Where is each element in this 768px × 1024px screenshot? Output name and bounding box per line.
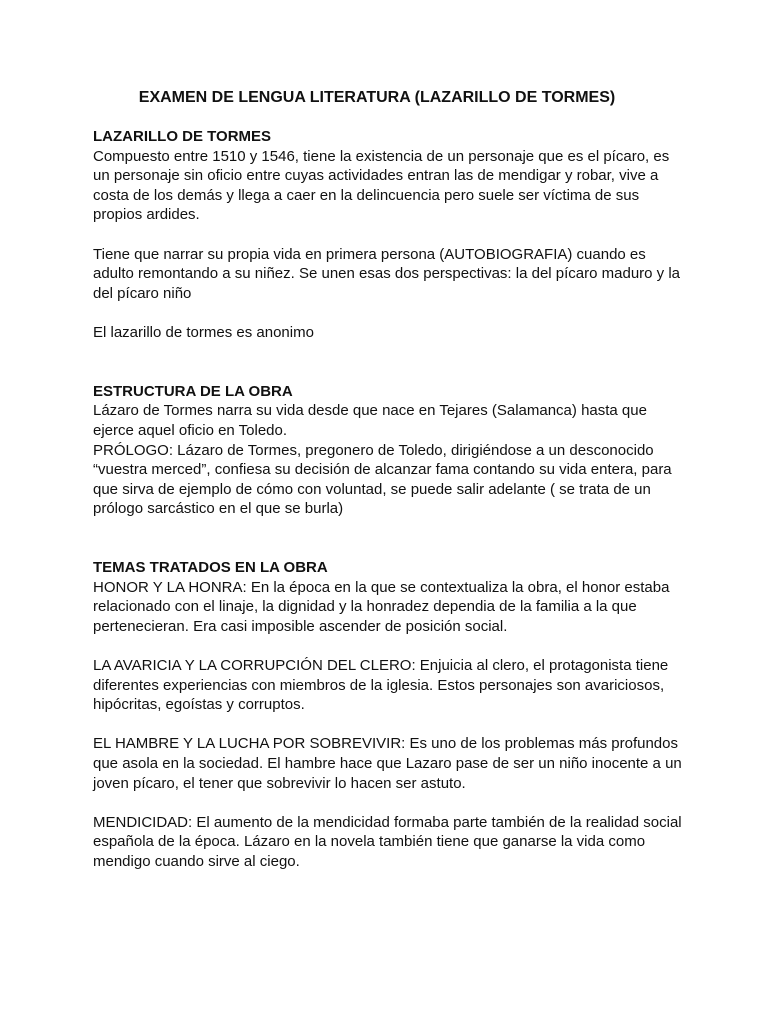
section-heading-lazarillo: LAZARILLO DE TORMES [93,128,272,145]
paragraph-anonymous: El lazarillo de tormes es anonimo [93,323,314,341]
page-title: EXAMEN DE LENGUA LITERATURA (LAZARILLO DE TORMES) [138,89,616,106]
paragraph-avarice: LA AVARICIA Y LA CORRUPCIÓN DEL CLERO: Enjuicia al clero, el protagonista tiene diferentes experiencias con miembros de la iglesia. Estos personajes son avariciosos, hipócritas, egoístas y corruptos. [93,657,669,714]
paragraph-hunger: EL HAMBRE Y LA LUCHA POR SOBREVIVIR: Es uno de los problemas más profundos que asola en la sociedad. El hambre hace que Lazaro pase de ser un niño inocente a un joven pícaro, el tener que sobrevivir lo hacen ser astuto. [93,735,682,792]
section-heading-structure: ESTRUCTURA DE LA OBRA [93,382,293,400]
spacer [93,793,683,813]
paragraph-autobiography: Tiene que narrar su propia vida en primera persona (AUTOBIOGRAFIA) cuando es adulto remontando a su niñez. Se unen esas dos perspectivas: la del pícaro maduro y la del pícaro niño [93,245,681,302]
document-body [93,127,683,872]
paragraph-prologue: PRÓLOGO: Lázaro de Tormes, pregonero de Toledo, dirigiéndose a un desconocido “vuestra merced”, confiesa su decisión de alcanzar fama contando su vida entera, para que sirva de ejemplo de cómo con voluntad, se puede salir adelante ( se trata de un prólogo sarcástico en el que se burla) [93,441,672,518]
paragraph-mendicity: MENDICIDAD: El aumento de la mendicidad formaba parte también de la realidad social española de la época. Lázaro en la novela también tiene que ganarse la vida como mendigo cuando sirve al ciego. [93,813,682,870]
spacer [93,343,683,382]
spacer [93,715,683,735]
paragraph-composition: Compuesto entre 1510 y 1546, tiene la existencia de un personaje que es el pícaro, es un personaje sin oficio entre cuyas actividades entran las de mendigar y robar, vive a costa de los demás y llega a caer en la delincuencia pero suele ser víctima de sus propios ardides. [93,147,670,224]
section-heading-themes: TEMAS TRATADOS EN LA OBRA [93,559,328,577]
spacer [93,225,683,245]
paragraph-honor: HONOR Y LA HONRA: En la época en la que se contextualiza la obra, el honor estaba relacionado con el linaje, la dignidad y la honradez dependia de la familia a la que pertenecieran. Era casi imposible ascender de posición social. [93,578,670,635]
paragraph-narration: Lázaro de Tormes narra su vida desde que nace en Tejares (Salamanca) hasta que ejerce aquel oficio en Toledo. [93,402,647,439]
spacer [93,519,683,558]
spacer [93,636,683,656]
spacer [93,303,683,323]
